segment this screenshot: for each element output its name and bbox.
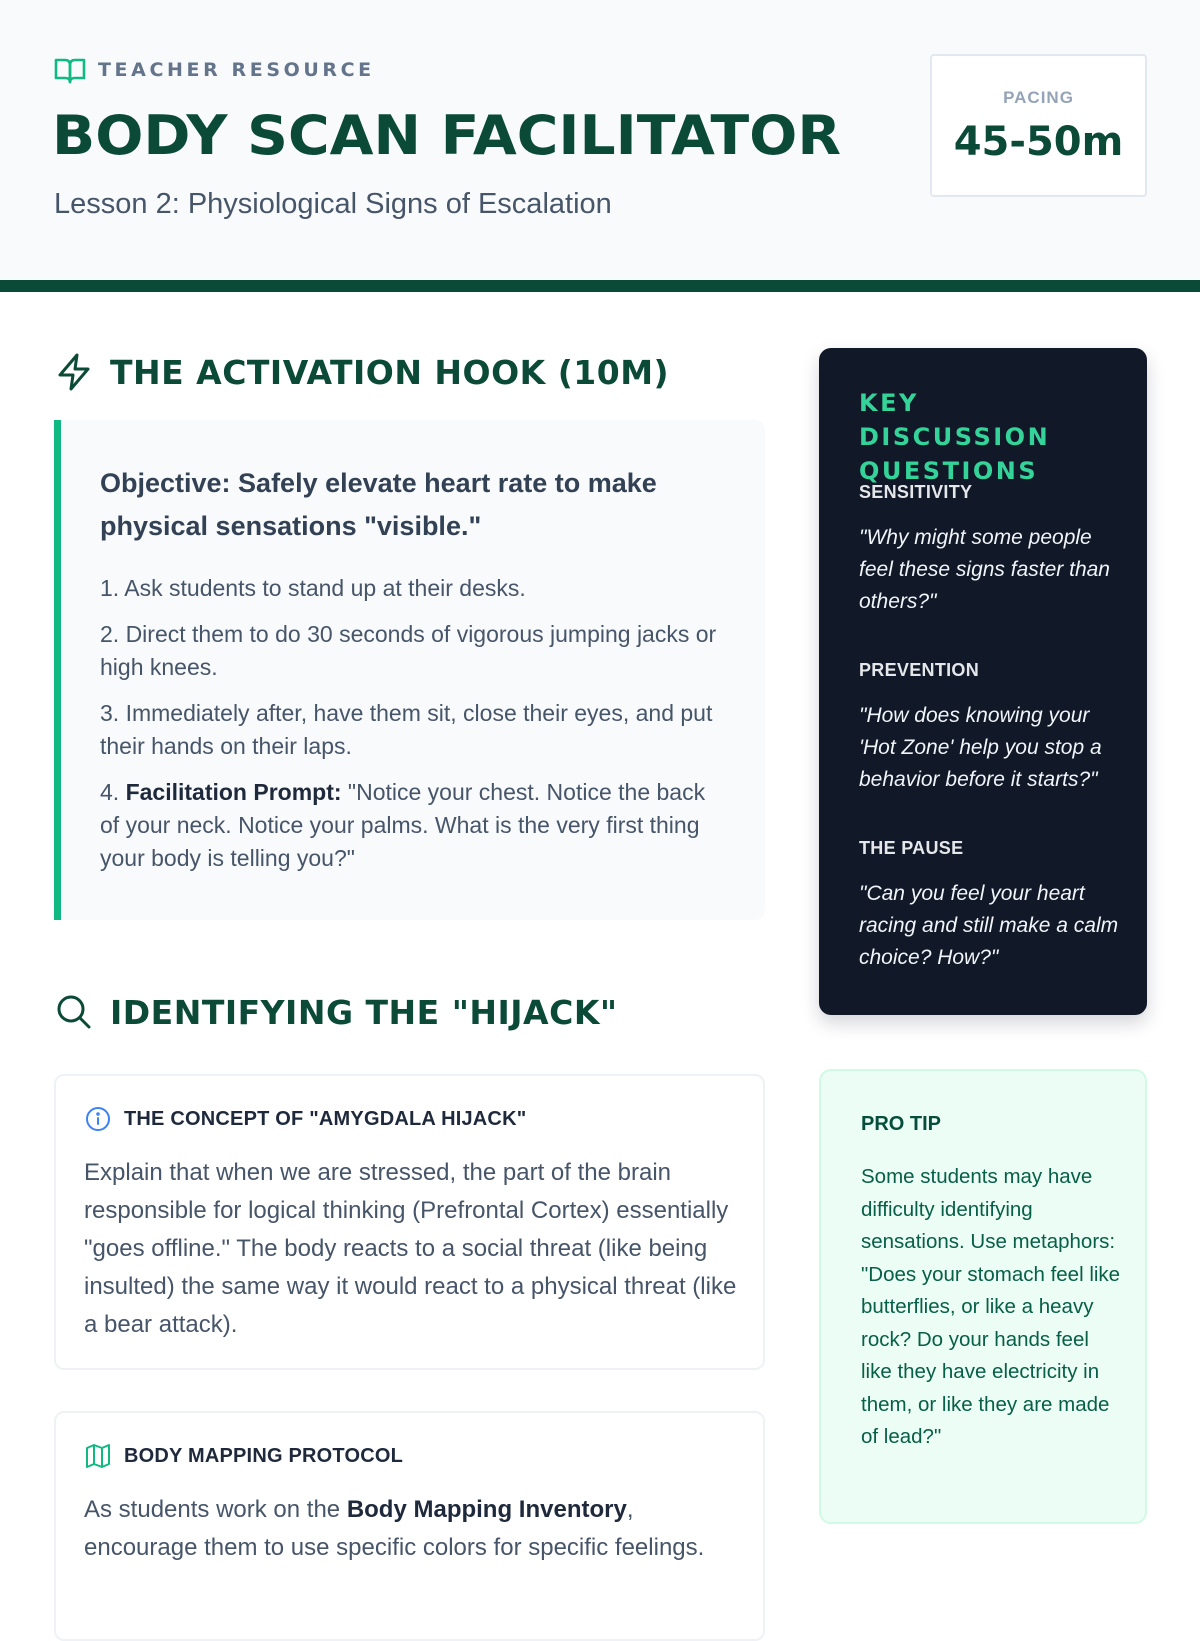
map-icon [84,1442,112,1470]
pacing-value: 45-50m [953,119,1124,165]
header-divider [0,280,1200,292]
body-text: As students work on the [84,1496,347,1523]
section-heading-hijack [54,990,618,1034]
page-subtitle: Lesson 2: Physiological Signs of Escalation [54,188,612,220]
card-header [84,1441,403,1471]
info-icon [84,1105,112,1133]
facilitation-prompt-text: "Notice your chest. Notice the back of your neck. Notice your palms. What is the very first thing your body is telling you?" [100,779,706,871]
question-text: "How does knowing your 'Hot Zone' help you stop a behavior before it starts?" [859,704,1102,791]
step-number: 4. [100,779,126,805]
list-item [100,776,730,875]
section-title: THE ACTIVATION HOOK (10M) [110,352,670,392]
card-header [84,1104,526,1134]
eyebrow [54,56,375,84]
activation-hook-box [54,420,765,920]
question-text: "Why might some people feel these signs faster than others?" [859,526,1110,613]
list-item: 1. Ask students to stand up at their desks. [100,575,526,601]
question-label: THE PAUSE [859,838,964,858]
pacing-label: PACING [1003,88,1074,107]
question-text: "Can you feel your heart racing and still make a calm choice? How?" [859,882,1119,969]
tip-body: Some students may have difficulty identifying sensations. Use metaphors: "Does your stomach feel like butterflies, or like a heavy rock? Do your hands feel like they have electricity in them, or like they are made of lead?" [861,1165,1121,1448]
pacing-badge [930,54,1147,197]
amygdala-hijack-card [54,1074,765,1370]
eyebrow-label: TEACHER RESOURCE [98,59,375,81]
lightning-bolt-icon [54,352,94,392]
discussion-questions-panel [819,348,1147,1015]
open-book-icon [54,56,86,84]
panel-title: KEY DISCUSSION QUESTIONS [859,389,1051,485]
inventory-name: Body Mapping Inventory [346,1496,627,1523]
card-body: Explain that when we are stressed, the part of the brain responsible for logical thinking (Prefrontal Cortex) essentially "goes offline." The body reacts to a social threat (like being insulted) the same way it would react to a physical threat (like a bear attack). [84,1159,737,1338]
card-body [84,1491,744,1567]
page-header [0,0,1200,280]
list-item: 3. Immediately after, have them sit, close their eyes, and put their hands on their laps. [100,700,713,759]
facilitation-prompt-label: Facilitation Prompt: [125,779,342,805]
page-title: BODY SCAN FACILITATOR [52,104,842,167]
question-label: PREVENTION [859,660,980,680]
tip-title: PRO TIP [861,1113,942,1135]
pro-tip-panel [819,1069,1147,1524]
section-heading-activation-hook [54,350,669,394]
card-title: BODY MAPPING PROTOCOL [124,1444,404,1467]
section-title: IDENTIFYING THE "HIJACK" [110,992,618,1032]
card-title: THE CONCEPT OF "AMYGDALA HIJACK" [124,1107,527,1130]
steps-list [100,572,730,888]
objective-text: Objective: Safely elevate heart rate to make physical sensations "visible." [100,468,657,541]
question-label: SENSITIVITY [859,482,973,502]
body-text: , encourage them to use specific colors for specific feelings. [84,1496,705,1561]
list-item: 2. Direct them to do 30 seconds of vigorous jumping jacks or high knees. [100,621,717,680]
body-mapping-card [54,1411,765,1641]
search-icon [54,992,94,1032]
